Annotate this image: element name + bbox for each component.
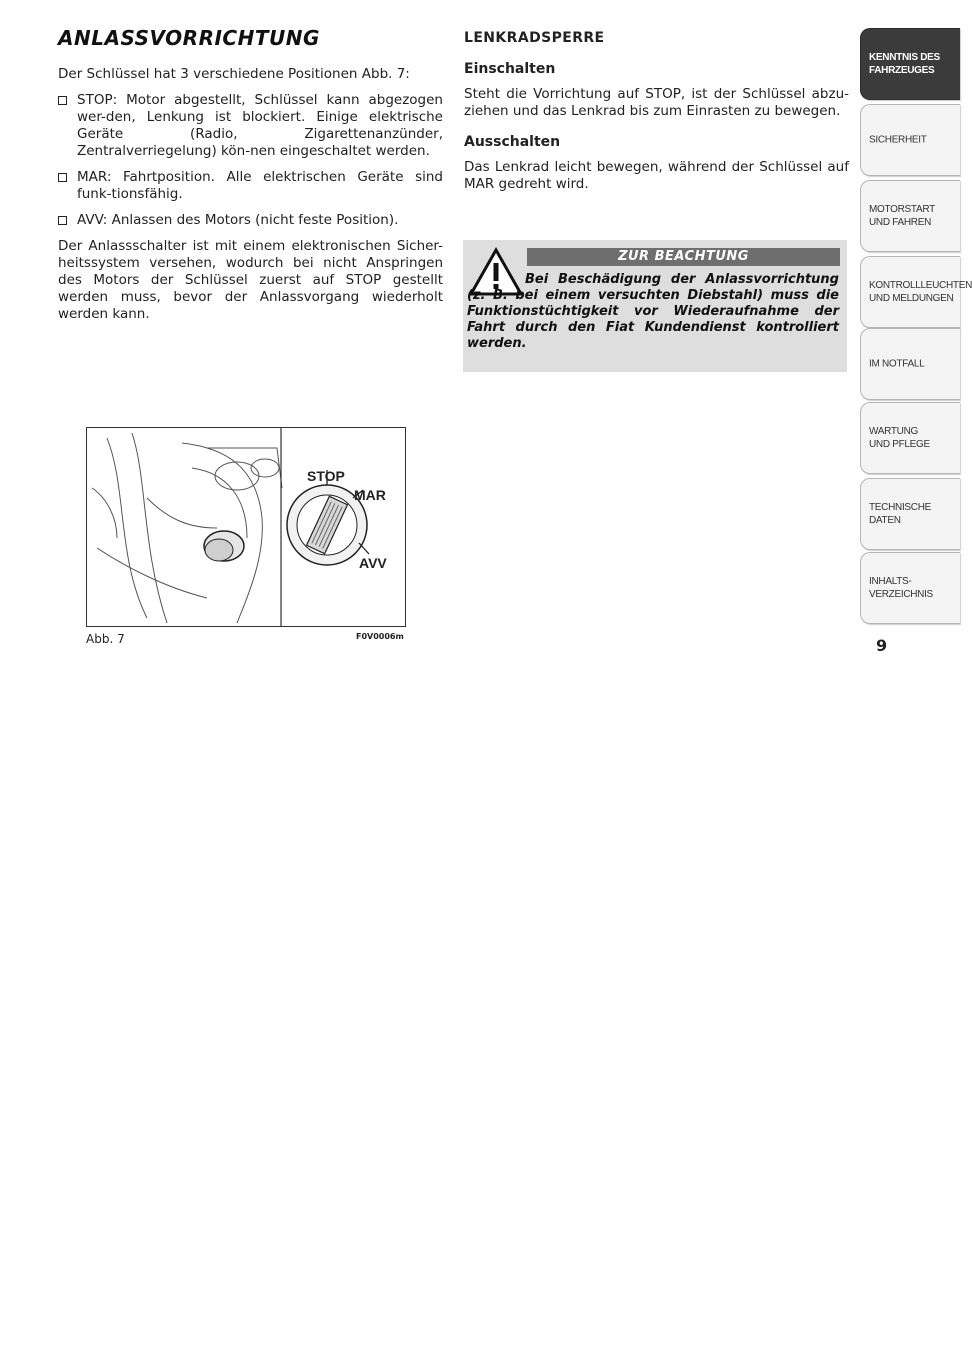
section-title: ANLASSVORRICHTUNG [58, 26, 320, 50]
warning-box [463, 240, 847, 372]
label-stop: STOP [307, 468, 345, 484]
bullet-mar [58, 169, 443, 203]
tab-kenntnis-des-fahrzeuges[interactable]: KENNTNIS DES FAHRZEUGES [860, 28, 960, 100]
checkbox-bullet-icon [58, 216, 67, 225]
tab-sicherheit[interactable]: SICHERHEIT [860, 104, 960, 176]
tab-wartung[interactable]: WARTUNG UND PFLEGE [860, 402, 960, 474]
bullet-text: AVV: Anlassen des Motors (nicht feste Position). [77, 212, 399, 228]
bullet-stop [58, 92, 443, 160]
label-avv: AVV [359, 555, 387, 571]
tab-kontrollleuchten[interactable]: KONTROLLLEUCHTEN UND MELDUNGEN [860, 256, 960, 328]
chapter-tabs [860, 0, 972, 630]
ignition-illustration [87, 428, 405, 626]
figure-caption: Abb. 7 [86, 632, 125, 646]
page-number: 9 [876, 636, 888, 655]
warning-heading: ZUR BEACHTUNG [527, 248, 840, 266]
subheading-ausschalten: Ausschalten [464, 134, 561, 150]
left-column [58, 66, 443, 332]
tab-technische-daten[interactable]: TECHNISCHE DATEN [860, 478, 960, 550]
intro-text: Der Schlüssel hat 3 verschiedene Positionen Abb. 7: [58, 66, 410, 82]
bullet-text: MAR: Fahrtposition. Alle elektrischen Geräte sind funk-tionsfähig. [77, 169, 443, 202]
warning-text: Bei Beschädigung der Anlassvorrichtung (z. B. bei einem versuchten Diebstahl) muss die Funktionstüchtigkeit vor Wiederaufnahme der Fahrt durch den Fiat Kundendienst kontrolliert werden. [467, 272, 839, 351]
ausschalten-text: Das Lenkrad leicht bewegen, während der Schlüssel auf MAR gedreht wird. [464, 159, 849, 192]
checkbox-bullet-icon [58, 173, 67, 182]
figure-code: F0V0006m [356, 632, 404, 641]
tab-motorstart[interactable]: MOTORSTART UND FAHREN [860, 180, 960, 252]
checkbox-bullet-icon [58, 96, 67, 105]
key-icon [204, 531, 244, 561]
bullet-avv [58, 212, 443, 229]
subsection-title: LENKRADSPERRE [464, 30, 605, 46]
right-column [464, 30, 849, 207]
bullet-text: STOP: Motor abgestellt, Schlüssel kann abgezogen wer-den, Lenkung ist blockiert. Einige elektrische Geräte (Radio, Zigarettenanzünder, Zentralverriegelung) kön-nen eingeschaltet werden. [77, 92, 443, 159]
einschalten-text: Steht die Vorrichtung auf STOP, ist der Schlüssel abzu-ziehen und das Lenkrad bis zum Einrasten zu bewegen. [464, 86, 849, 119]
tab-inhaltsverzeichnis[interactable]: INHALTS- VERZEICHNIS [860, 552, 960, 624]
subheading-einschalten: Einschalten [464, 61, 556, 77]
body-text: Der Anlassschalter ist mit einem elektronischen Sicher-heitssystem versehen, wodurch bei nicht Anspringen des Motors der Schlüssel zuerst auf STOP gestellt werden muss, bevor der Anlassvorgang wiederholt werden kann. [58, 238, 443, 322]
ignition-figure [86, 427, 406, 627]
tab-im-notfall[interactable]: IM NOTFALL [860, 328, 960, 400]
label-mar: MAR [354, 487, 386, 503]
